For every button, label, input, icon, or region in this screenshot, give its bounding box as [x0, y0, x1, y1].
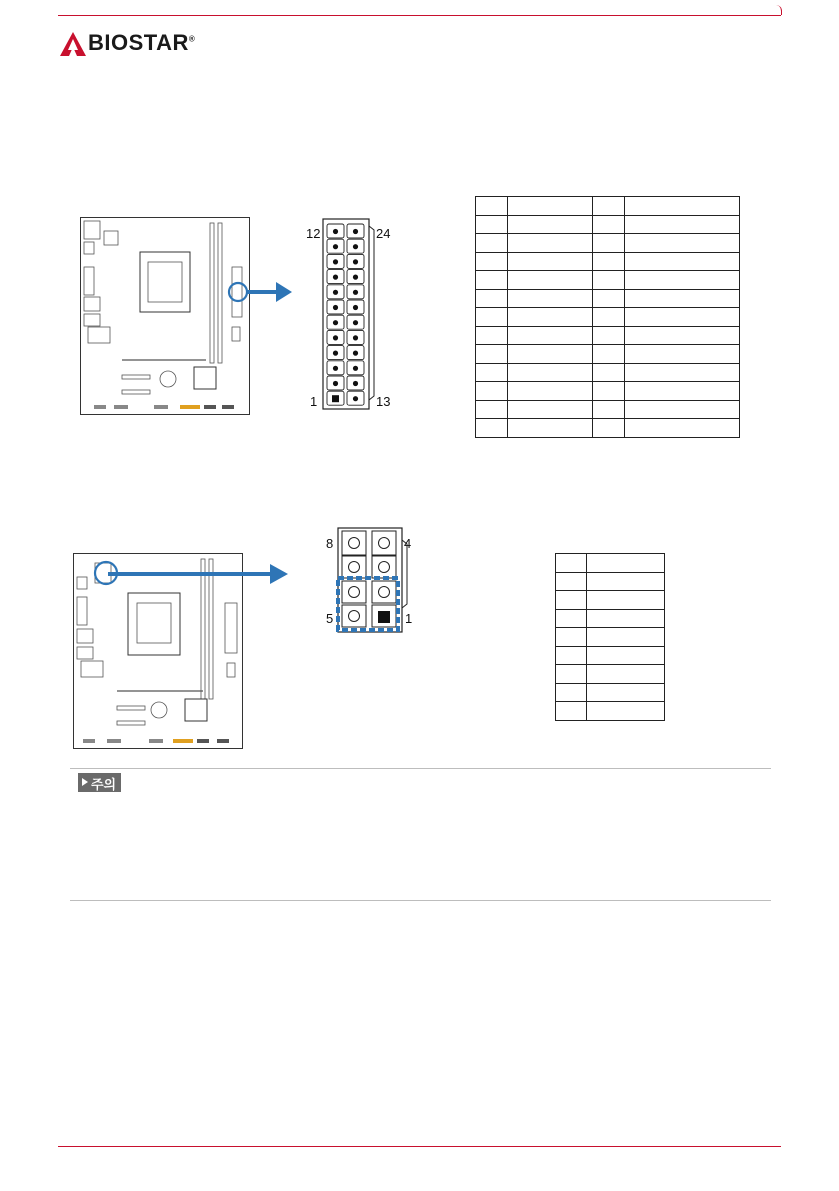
atx-pin-dot — [333, 320, 338, 325]
cpu-pin-table-cell — [556, 683, 587, 702]
atx-pin-dot — [353, 396, 358, 401]
atx-pin-dot — [333, 305, 338, 310]
atx-pin-dot — [353, 275, 358, 280]
cpu-pin-table-row — [556, 628, 665, 647]
atx-pin-table-cell — [625, 308, 740, 327]
cpu-pin-table-cell — [587, 628, 665, 647]
header-rule-corner — [773, 5, 782, 15]
atx-pin-table-cell — [476, 363, 508, 382]
cpu-connector-diagram — [334, 526, 414, 636]
note-arrow-icon — [82, 778, 88, 786]
atx-pin-table-cell — [476, 326, 508, 345]
cpu-pin-table-cell — [556, 646, 587, 665]
atx-pin-table-row — [476, 197, 740, 216]
atx-pin-table-cell — [508, 419, 593, 438]
cpu-pin-label-8: 8 — [326, 536, 334, 551]
atx-pin-table-row — [476, 326, 740, 345]
atx-pin-table-cell — [593, 215, 625, 234]
atx-pin-table-cell — [476, 400, 508, 419]
atx-pin-table-row — [476, 252, 740, 271]
atx-pin-table-cell — [593, 197, 625, 216]
atx-pin-dot — [333, 290, 338, 295]
atx-connector-diagram — [322, 218, 370, 410]
atx-pin-table-cell — [593, 382, 625, 401]
atx-pin-table-cell — [625, 197, 740, 216]
atx-pin-table-cell — [593, 252, 625, 271]
cpu-pin-table-row — [556, 646, 665, 665]
atx-pin-table-cell — [476, 382, 508, 401]
atx-pin-table-cell — [625, 363, 740, 382]
cpu-pin-table-row — [556, 572, 665, 591]
note-bottom-rule — [70, 900, 771, 901]
atx-pin-table-row — [476, 382, 740, 401]
atx-pin-table-cell — [593, 271, 625, 290]
atx-pin-table-cell — [625, 271, 740, 290]
atx-bracket — [368, 225, 378, 401]
atx-pin-table-cell — [508, 308, 593, 327]
atx-pin-label-13: 13 — [376, 394, 391, 409]
atx-pin-table-cell — [508, 382, 593, 401]
atx-pin-dot — [333, 244, 338, 249]
atx-pin-dot — [353, 244, 358, 249]
cpu-pin-table-cell — [587, 572, 665, 591]
atx-pin-table-cell — [625, 400, 740, 419]
atx-pin-dot — [353, 259, 358, 264]
atx-pin-table-row — [476, 419, 740, 438]
cpu-pin-table-row — [556, 609, 665, 628]
cpu-pin-table-cell — [556, 572, 587, 591]
atx-pin-table-cell — [508, 289, 593, 308]
atx-pin-table-cell — [593, 345, 625, 364]
cpu-pin-table-row — [556, 702, 665, 721]
atx-pin-table-cell — [508, 252, 593, 271]
atx-pin-table-cell — [625, 326, 740, 345]
atx-pin-label-24: 24 — [376, 226, 391, 241]
footer-rule — [58, 1146, 781, 1147]
atx-pin-table-cell — [508, 197, 593, 216]
atx-pin-dot — [333, 351, 338, 356]
atx-pin-table-cell — [593, 400, 625, 419]
atx-pin-table-cell — [625, 234, 740, 253]
atx-pin-table-cell — [593, 234, 625, 253]
cpu-pin-table-cell — [556, 665, 587, 684]
atx-pin-table-cell — [625, 382, 740, 401]
atx-pin-table-cell — [508, 400, 593, 419]
arrow-icon-2 — [108, 562, 290, 586]
arrow-icon — [246, 280, 296, 304]
cpu-pin-table-row — [556, 554, 665, 573]
atx-pin-dot — [353, 290, 358, 295]
brand-name: BIOSTAR® — [88, 30, 196, 55]
atx-pin-table-cell — [476, 271, 508, 290]
atx-pin-table-cell — [476, 234, 508, 253]
atx-pin-table-cell — [593, 419, 625, 438]
cpu-pin-table-cell — [587, 702, 665, 721]
atx-pin-table-cell — [593, 308, 625, 327]
atx-pin-label-12: 12 — [306, 226, 321, 241]
atx-pin-dot — [333, 259, 338, 264]
atx-pin-table-cell — [476, 345, 508, 364]
cpu-pin-table-cell — [556, 609, 587, 628]
atx-pin-table-cell — [476, 215, 508, 234]
atx-pin-table-row — [476, 215, 740, 234]
atx-pin-table-cell — [593, 363, 625, 382]
atx-pin-table-cell — [508, 363, 593, 382]
atx-pin-table-cell — [476, 308, 508, 327]
atx-pin-table-row — [476, 363, 740, 382]
atx-pin-dot — [333, 335, 338, 340]
atx-pin-table-cell — [508, 215, 593, 234]
cpu-pin-table-cell — [587, 646, 665, 665]
cpu-pin-table-row — [556, 683, 665, 702]
cpu-pin-table-cell — [587, 665, 665, 684]
atx-pin-table-row — [476, 234, 740, 253]
atx-pin1-marker — [332, 395, 339, 402]
atx-pin-table-cell — [508, 345, 593, 364]
cpu-pin-table-cell — [556, 702, 587, 721]
atx-pin-dot — [353, 305, 358, 310]
cpu-pin-table-cell — [556, 628, 587, 647]
cpu-pin-table-row — [556, 665, 665, 684]
atx-pin-dot — [353, 351, 358, 356]
atx-pin-label-1: 1 — [310, 394, 318, 409]
atx-pin-table-row — [476, 345, 740, 364]
cpu-pin-table-cell — [556, 554, 587, 573]
atx-pin-dot — [333, 381, 338, 386]
cpu-pin-label-4: 4 — [404, 536, 412, 551]
cpu-pin-table — [555, 553, 665, 721]
cpu-pin-table-cell — [587, 554, 665, 573]
motherboard-diagram-atx — [80, 217, 250, 415]
atx-pin-table-cell — [476, 289, 508, 308]
atx-pin-table-cell — [593, 326, 625, 345]
atx-pin-dot — [353, 229, 358, 234]
atx-pin-dot — [333, 366, 338, 371]
cpu-pin-label-1: 1 — [405, 611, 413, 626]
atx-pin-table-cell — [625, 215, 740, 234]
atx-pin-table — [475, 196, 740, 438]
note-badge — [78, 773, 121, 792]
atx-pin-table-cell — [476, 252, 508, 271]
atx-pin-table-cell — [476, 197, 508, 216]
cpu-pin-table-row — [556, 591, 665, 610]
atx-pin-table-cell — [593, 289, 625, 308]
atx-pin-table-row — [476, 289, 740, 308]
biostar-logo-icon — [58, 30, 88, 58]
cpu-pin-table-cell — [587, 609, 665, 628]
atx-pin-table-cell — [508, 271, 593, 290]
atx-pin-table-cell — [625, 252, 740, 271]
atx-pin-table-cell — [508, 326, 593, 345]
cpu-pin-table-cell — [587, 591, 665, 610]
atx-pin-dot — [353, 335, 358, 340]
atx-pin-dot — [353, 366, 358, 371]
atx-pin-dot — [333, 275, 338, 280]
atx-pin-table-row — [476, 400, 740, 419]
atx-pin-table-cell — [625, 419, 740, 438]
atx-pin-dot — [353, 320, 358, 325]
atx-pin-table-cell — [625, 289, 740, 308]
atx-pin-table-cell — [625, 345, 740, 364]
atx-pin-dot — [333, 229, 338, 234]
atx-pin-table-row — [476, 271, 740, 290]
atx-pin-table-row — [476, 308, 740, 327]
cpu-pin-label-5: 5 — [326, 611, 334, 626]
cpu-pin-table-cell — [556, 591, 587, 610]
note-top-rule — [70, 768, 771, 769]
cpu-pin-table-cell — [587, 683, 665, 702]
note-label: 주의 — [91, 777, 117, 792]
header-rule — [58, 15, 781, 16]
atx-pin-table-cell — [508, 234, 593, 253]
atx-pin-table-cell — [476, 419, 508, 438]
atx-pin-dot — [353, 381, 358, 386]
